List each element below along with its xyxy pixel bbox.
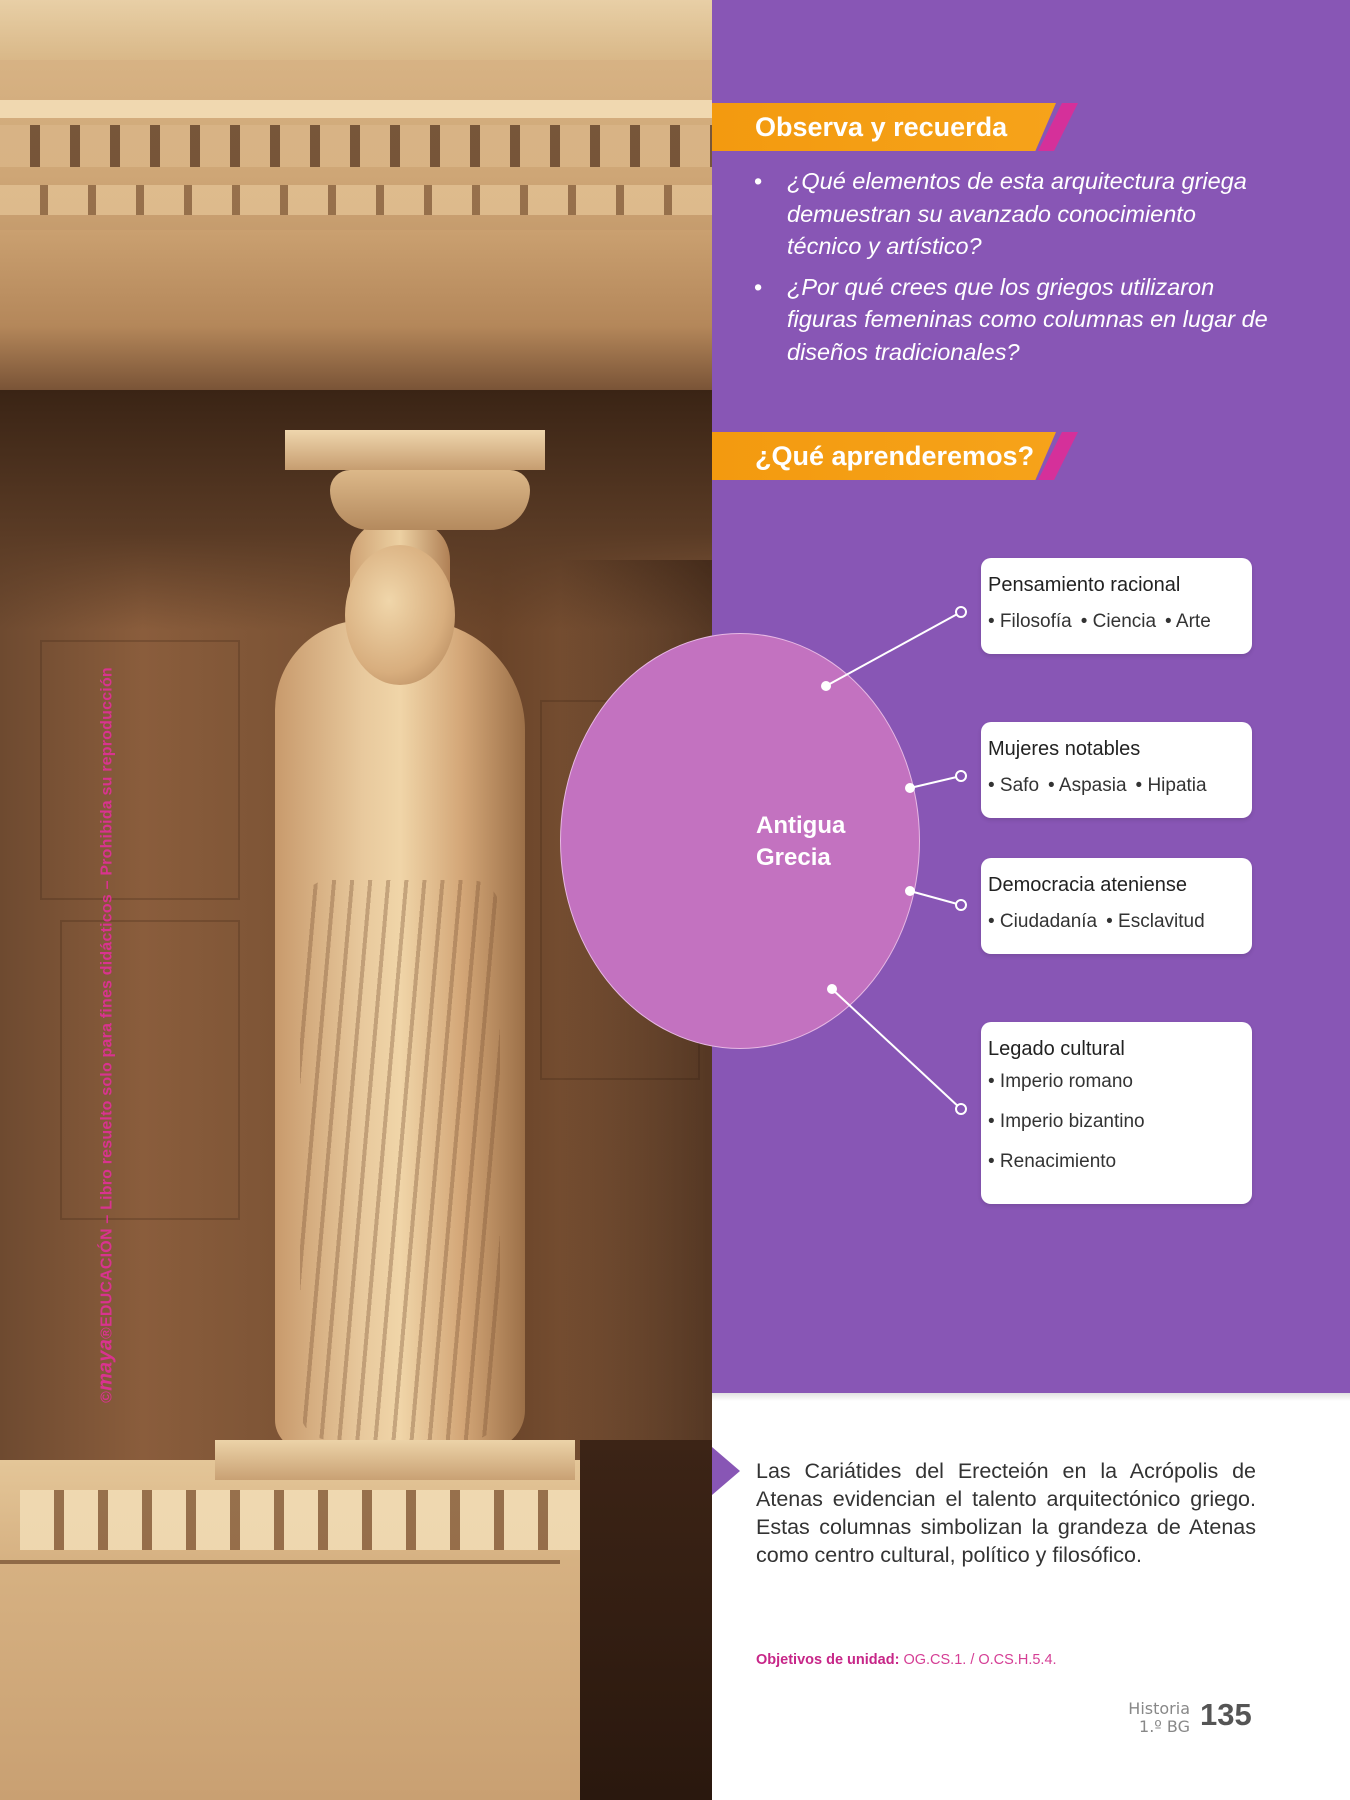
card-title: Pensamiento racional — [988, 574, 1181, 596]
card-item: • Hipatia — [1135, 775, 1207, 796]
concept-center-label — [756, 810, 845, 874]
observa-heading: Observa y recuerda — [755, 112, 1008, 142]
caption-arrow-icon — [712, 1447, 740, 1495]
card-item: • Esclavitud — [1106, 911, 1205, 932]
card-item: • Arte — [1165, 611, 1211, 632]
circle-mask — [560, 600, 712, 1080]
card-item: • Ciencia — [1080, 611, 1157, 632]
concept-card-pensamiento — [981, 558, 1252, 654]
footer-subject — [1100, 1700, 1190, 1736]
card-item: • Ciudadanía — [988, 911, 1098, 932]
bullet: • — [754, 273, 763, 300]
objectives-value: OG.CS.1. / O.CS.H.5.4. — [903, 1652, 1057, 1668]
card-items — [988, 609, 1244, 635]
card-item: • Imperio bizantino — [988, 1111, 1145, 1132]
card-items — [988, 1062, 1244, 1182]
copyright-watermark — [95, 605, 118, 1465]
panel-shadow — [712, 1393, 1350, 1401]
card-item: • Filosofía — [988, 611, 1072, 632]
card-item: • Renacimiento — [988, 1151, 1117, 1172]
concept-card-mujeres — [981, 722, 1252, 818]
card-item: • Safo — [988, 775, 1040, 796]
card-title: Legado cultural — [988, 1038, 1125, 1060]
unit-objectives — [756, 1652, 1057, 1668]
bullet: • — [754, 168, 763, 194]
watermark-text: ®EDUCACIÓN – Libro resuelto solo para fines didácticos – Prohibida su reproducción — [98, 667, 116, 1339]
card-items — [988, 773, 1244, 799]
card-title: Mujeres notables — [988, 738, 1141, 760]
subject-name: Historia — [1128, 1699, 1190, 1718]
question-item — [752, 271, 1272, 369]
photo-caption: Las Cariátides del Erecteión en la Acrópolis de Atenas evidencian el talento arquitectónico griego. Estas columnas simbolizan la grandeza de Atenas como centro cultural, político y filosófico. — [756, 1459, 1256, 1567]
brand-logo: maya — [94, 1338, 117, 1391]
aprenderemos-heading: ¿Qué aprenderemos? — [755, 441, 1035, 471]
center-label-line2: Grecia — [756, 844, 831, 871]
question-text: ¿Por qué crees que los griegos utilizaron figuras femeninas como columnas en lugar de diseños tradicionales? — [787, 273, 1268, 365]
card-item: • Imperio romano — [988, 1071, 1133, 1092]
question-list — [752, 165, 1272, 376]
question-text: ¿Qué elementos de esta arquitectura griega demuestran su avanzado conocimiento técnico y artístico? — [787, 168, 1247, 259]
page-number: 135 — [1200, 1697, 1252, 1732]
copyright-symbol: © — [98, 1390, 116, 1403]
concept-card-democracia — [981, 858, 1252, 954]
card-items — [988, 909, 1244, 935]
card-item: • Aspasia — [1048, 775, 1127, 796]
center-label-line1: Antigua — [756, 812, 846, 839]
card-title: Democracia ateniense — [988, 874, 1187, 896]
grade-level: 1.º BG — [1139, 1717, 1190, 1736]
question-item — [752, 165, 1272, 263]
concept-card-legado — [981, 1022, 1252, 1204]
objectives-label: Objetivos de unidad: — [756, 1652, 900, 1668]
